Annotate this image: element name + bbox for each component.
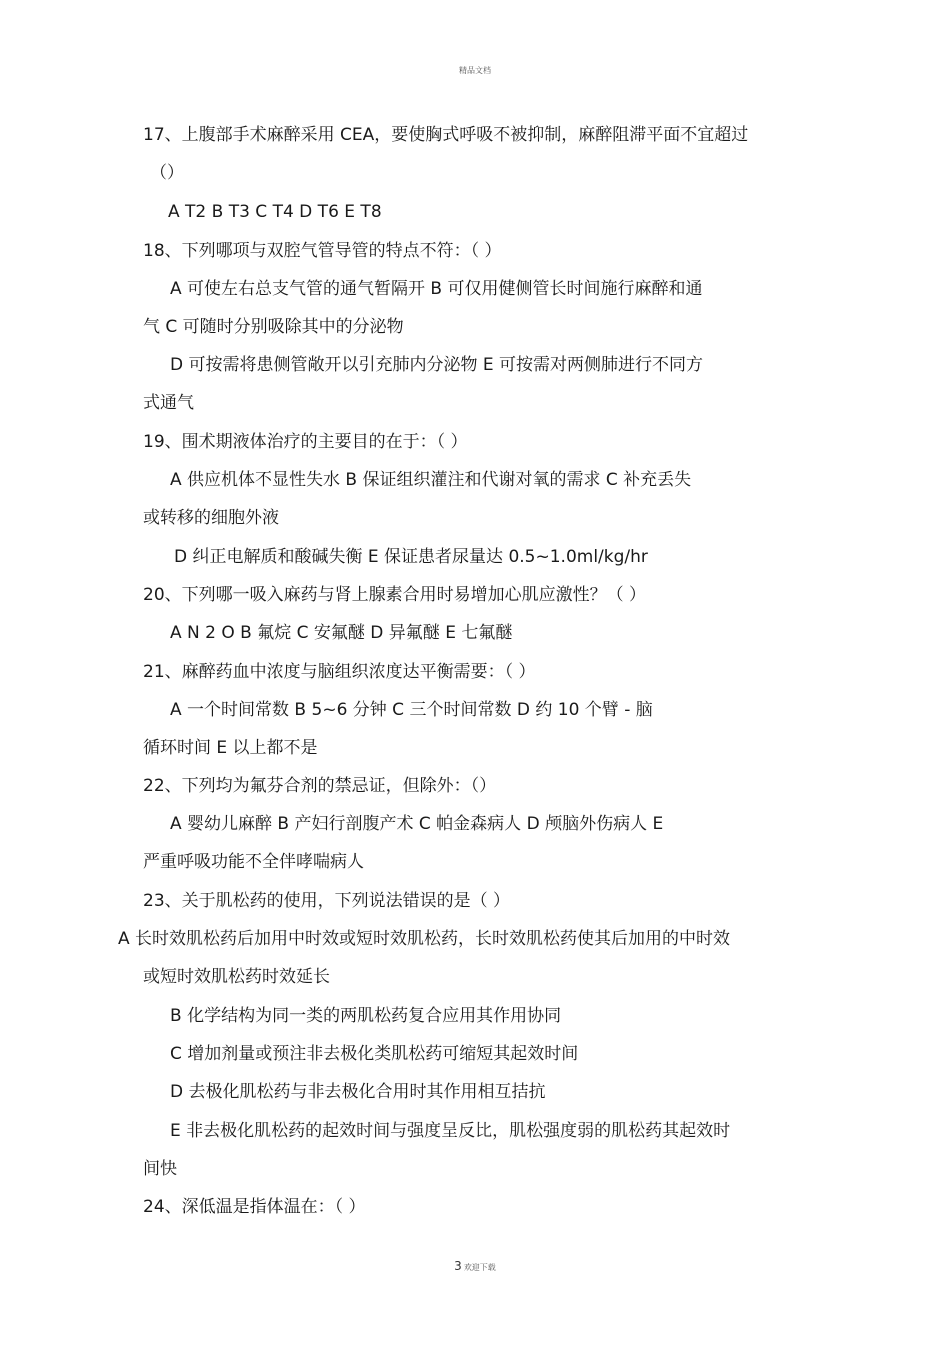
question-19-options-3: D 纠正电解质和酸碱失衡 E 保证患者尿量达 0.5~1.0ml/kg/hr (174, 547, 648, 567)
question-18-options-1: A 可使左右总支气管的通气暂隔开 B 可仅用健侧管长时间施行麻醉和通 (170, 279, 703, 299)
question-23-option-d: D 去极化肌松药与非去极化合用时其作用相互拮抗 (170, 1082, 546, 1102)
question-19-options-1: A 供应机体不显性失水 B 保证组织灌注和代谢对氧的需求 C 补充丢失 (170, 470, 692, 490)
question-23-option-a-1: A 长时效肌松药后加用中时效或短时效肌松药，长时效肌松药使其后加用的中时效 (118, 929, 731, 949)
question-19: 19、围术期液体治疗的主要目的在于：（ ） (143, 432, 468, 452)
page-header: 精品文档 (459, 66, 491, 75)
page-number: 3 (454, 1259, 462, 1273)
question-17-line-1: 17、上腹部手术麻醉采用 CEA，要使胸式呼吸不被抑制，麻醉阻滞平面不宜超过 (143, 125, 749, 145)
question-18-options-3: D 可按需将患侧管敞开以引充肺内分泌物 E 可按需对两侧肺进行不同方 (170, 355, 704, 375)
question-18-options-2: 气 C 可随时分别吸除其中的分泌物 (143, 317, 404, 337)
question-23: 23、关于肌松药的使用，下列说法错误的是（ ） (143, 891, 511, 911)
question-20-options: A N 2 O B 氟烷 C 安氟醚 D 异氟醚 E 七氟醚 (170, 623, 513, 643)
question-21: 21、麻醉药血中浓度与脑组织浓度达平衡需要：（ ） (143, 662, 536, 682)
question-23-option-c: C 增加剂量或预注非去极化类肌松药可缩短其起效时间 (170, 1044, 579, 1064)
question-21-options-1: A 一个时间常数 B 5~6 分钟 C 三个时间常数 D 约 10 个臂 - 脑 (170, 700, 653, 720)
question-23-option-b: B 化学结构为同一类的两肌松药复合应用其作用协同 (170, 1006, 562, 1026)
question-22: 22、下列均为氟芬合剂的禁忌证，但除外：（） (143, 776, 497, 796)
page-footer (0, 1259, 950, 1273)
footer-text: 欢迎下载 (463, 1263, 496, 1272)
question-23-option-e-2: 间快 (143, 1159, 177, 1179)
question-21-options-2: 循环时间 E 以上都不是 (143, 738, 318, 758)
question-18: 18、下列哪项与双腔气管导管的特点不符：（ ） (143, 241, 502, 261)
question-23-option-e-1: E 非去极化肌松药的起效时间与强度呈反比，肌松强度弱的肌松药其起效时 (170, 1121, 731, 1141)
question-20: 20、下列哪一吸入麻药与肾上腺素合用时易增加心肌应激性？（ ） (143, 585, 647, 605)
question-18-options-4: 式通气 (143, 393, 194, 413)
question-19-options-2: 或转移的细胞外液 (143, 508, 279, 528)
question-17-line-2: （） (150, 163, 184, 183)
question-17-options: A T2 B T3 C T4 D T6 E T8 (168, 202, 382, 222)
question-22-options-1: A 婴幼儿麻醉 B 产妇行剖腹产术 C 帕金森病人 D 颅脑外伤病人 E (170, 814, 664, 834)
question-22-options-2: 严重呼吸功能不全伴哮喘病人 (143, 852, 364, 872)
question-24: 24、深低温是指体温在：（ ） (143, 1197, 366, 1217)
question-23-option-a-2: 或短时效肌松药时效延长 (143, 967, 330, 987)
